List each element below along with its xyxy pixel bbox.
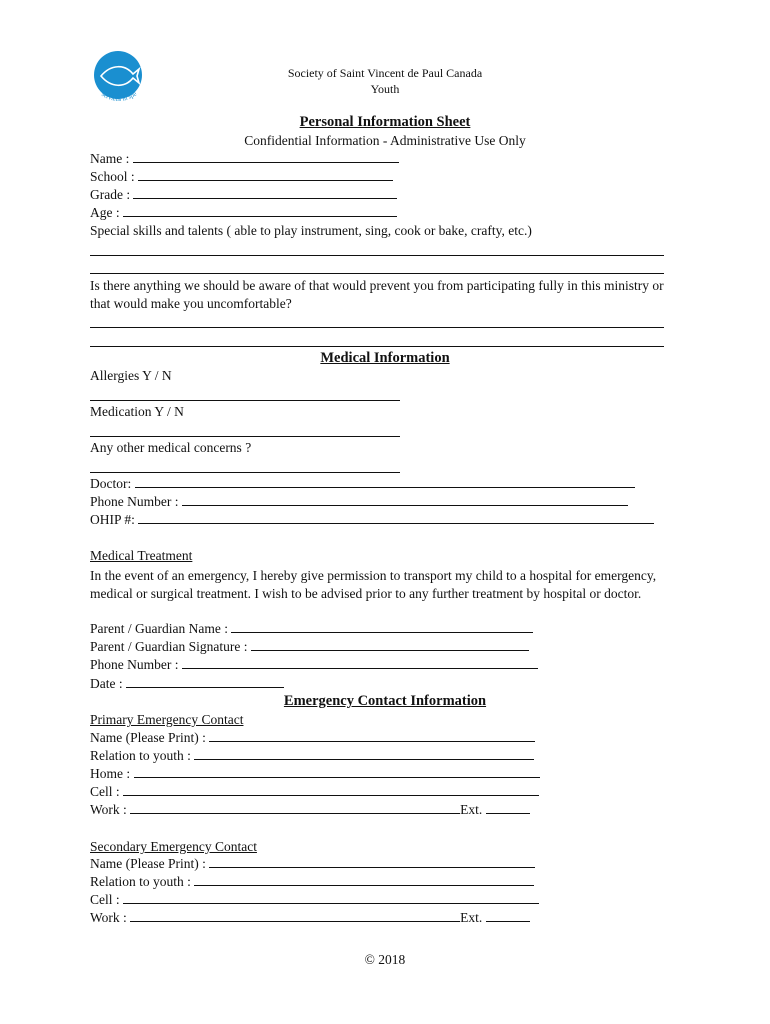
secondary-cell-field[interactable] — [123, 892, 539, 904]
other-concerns-field[interactable] — [90, 472, 400, 473]
secondary-name-row — [90, 856, 665, 872]
primary-name-row — [90, 730, 665, 746]
primary-relation-label: Relation to youth : — [90, 748, 191, 763]
secondary-name-field[interactable] — [209, 856, 535, 868]
primary-relation-field[interactable] — [194, 748, 534, 760]
date-label: Date : — [90, 676, 123, 691]
age-row — [90, 205, 665, 221]
guardian-name-row — [90, 621, 665, 637]
school-field[interactable] — [138, 169, 393, 181]
secondary-contact-heading: Secondary Emergency Contact — [90, 839, 257, 854]
grade-row — [90, 187, 665, 203]
secondary-name-label: Name (Please Print) : — [90, 856, 206, 871]
guardian-name-field[interactable] — [231, 621, 533, 633]
ohip-row — [90, 512, 665, 528]
treatment-heading: Medical Treatment — [90, 548, 193, 563]
primary-cell-label: Cell : — [90, 784, 120, 799]
logo-motto: serviens in spe — [100, 90, 138, 104]
guardian-phone-field[interactable] — [182, 657, 538, 669]
skills-label: Special skills and talents ( able to play instrument, sing, cook or bake, crafty, etc.) — [90, 223, 532, 238]
aware-field-1[interactable] — [90, 327, 664, 328]
date-field[interactable] — [126, 676, 284, 688]
medication-label: Medication Y / N — [90, 404, 184, 419]
primary-home-label: Home : — [90, 766, 131, 781]
guardian-phone-row — [90, 657, 665, 673]
other-concerns-label: Any other medical concerns ? — [90, 440, 252, 455]
allergies-label: Allergies Y / N — [90, 368, 172, 383]
primary-home-row — [90, 766, 665, 782]
footer-copyright: © 2018 — [364, 952, 406, 967]
guardian-signature-row — [90, 639, 665, 655]
date-row — [90, 676, 665, 692]
primary-name-field[interactable] — [209, 730, 535, 742]
primary-work-label: Work : — [90, 802, 127, 817]
primary-home-field[interactable] — [134, 766, 540, 778]
skills-field-2[interactable] — [90, 273, 664, 274]
medication-field[interactable] — [90, 436, 400, 437]
secondary-work-row — [90, 910, 665, 926]
ohip-field[interactable] — [138, 512, 654, 524]
secondary-ext-label: Ext. — [460, 910, 483, 925]
secondary-work-field[interactable] — [130, 910, 460, 922]
secondary-cell-row — [90, 892, 665, 908]
name-row — [90, 151, 665, 167]
primary-cell-field[interactable] — [123, 784, 539, 796]
age-label: Age : — [90, 205, 120, 220]
primary-contact-heading: Primary Emergency Contact — [90, 712, 244, 727]
school-label: School : — [90, 169, 135, 184]
secondary-cell-label: Cell : — [90, 892, 120, 907]
allergies-field[interactable] — [90, 400, 400, 401]
secondary-work-label: Work : — [90, 910, 127, 925]
doctor-label: Doctor: — [90, 476, 132, 491]
skills-field-1[interactable] — [90, 255, 664, 256]
grade-field[interactable] — [133, 187, 397, 199]
doctor-row — [90, 476, 665, 492]
primary-work-row — [90, 802, 665, 818]
emergency-heading: Emergency Contact Information — [283, 693, 487, 709]
secondary-ext-field[interactable] — [486, 910, 530, 922]
guardian-name-label: Parent / Guardian Name : — [90, 621, 228, 636]
school-row — [90, 169, 665, 185]
guardian-signature-label: Parent / Guardian Signature : — [90, 639, 248, 654]
doctor-phone-label: Phone Number : — [90, 494, 179, 509]
doctor-phone-field[interactable] — [182, 494, 628, 506]
name-field[interactable] — [133, 151, 399, 163]
primary-ext-label: Ext. — [460, 802, 483, 817]
guardian-phone-label: Phone Number : — [90, 657, 179, 672]
secondary-relation-field[interactable] — [194, 874, 534, 886]
page-subtitle: Confidential Information - Administrative Use Only — [244, 133, 526, 148]
grade-label: Grade : — [90, 187, 131, 202]
page-title: Personal Information Sheet — [299, 114, 471, 130]
guardian-signature-field[interactable] — [251, 639, 529, 651]
ohip-label: OHIP #: — [90, 512, 135, 527]
secondary-relation-row — [90, 874, 665, 890]
aware-field-2[interactable] — [90, 346, 664, 347]
primary-ext-field[interactable] — [486, 802, 530, 814]
age-field[interactable] — [123, 205, 397, 217]
medical-heading: Medical Information — [320, 350, 450, 366]
aware-question: Is there anything we should be aware of that would prevent you from participating fully in this ministry or that would make you uncomfortable? — [90, 278, 664, 311]
treatment-body: In the event of an emergency, I hereby give permission to transport my child to a hospital for emergency, medical or surgical treatment. I wish to be advised prior to any further treatment by hospital or doctor. — [90, 568, 657, 601]
doctor-field[interactable] — [135, 476, 635, 488]
org-name: Society of Saint Vincent de Paul Canada — [287, 66, 483, 80]
primary-work-field[interactable] — [130, 802, 460, 814]
org-subname: Youth — [370, 82, 400, 96]
primary-cell-row — [90, 784, 665, 800]
secondary-relation-label: Relation to youth : — [90, 874, 191, 889]
primary-name-label: Name (Please Print) : — [90, 730, 206, 745]
doctor-phone-row — [90, 494, 665, 510]
primary-relation-row — [90, 748, 665, 764]
name-label: Name : — [90, 151, 130, 166]
